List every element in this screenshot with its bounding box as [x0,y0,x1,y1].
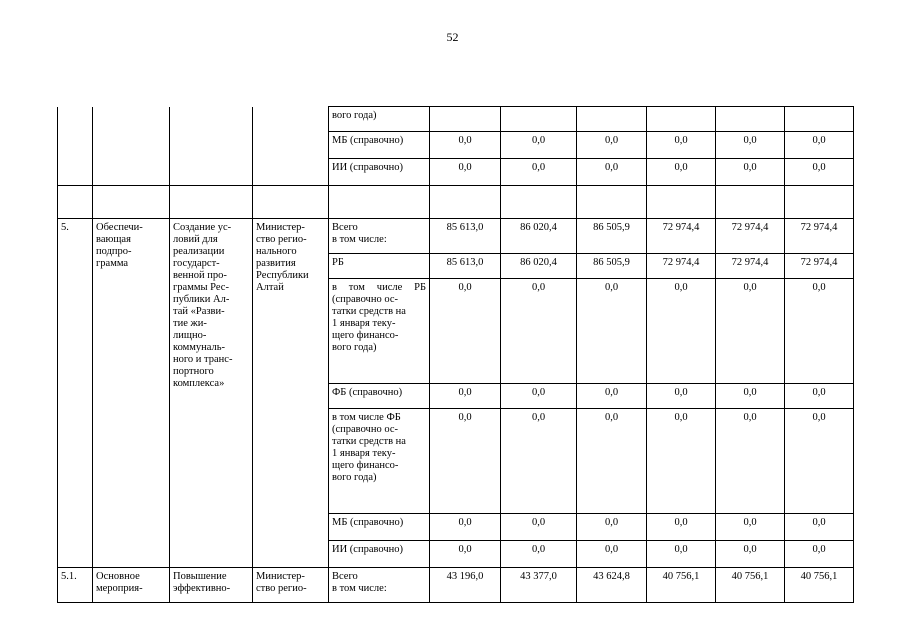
value-cell-4: 0,0 [647,279,716,384]
value-cell-4: 0,0 [647,132,716,159]
value-cell-5: 0,0 [716,409,785,514]
goal-cell: Повышение эффективно- [170,568,253,603]
source-cell: ФБ (справочно) [329,384,430,409]
value-cell-2: 0,0 [501,159,577,186]
table-row [58,568,854,603]
value-cell-4: 40 756,1 [647,568,716,603]
value-cell-1: 0,0 [430,541,501,568]
value-cell-1: 0,0 [430,384,501,409]
table-row [58,219,854,254]
value-cell-4: 72 974,4 [647,219,716,254]
gap-cell [58,186,93,219]
gap-cell [501,186,577,219]
status-cell: Основное мероприя- [93,568,170,603]
value-cell-4: 0,0 [647,159,716,186]
gap-cell [785,186,854,219]
value-cell-5: 72 974,4 [716,219,785,254]
value-cell-3: 86 505,9 [577,219,647,254]
value-cell-1: 85 613,0 [430,219,501,254]
value-cell-2: 86 020,4 [501,254,577,279]
source-cell: ИИ (справочно) [329,541,430,568]
value-cell-1: 0,0 [430,514,501,541]
value-cell-2: 86 020,4 [501,219,577,254]
table-row-gap [58,186,854,219]
value-cell-5: 72 974,4 [716,254,785,279]
value-cell-2: 0,0 [501,384,577,409]
goal-cell [170,107,253,186]
gap-cell [647,186,716,219]
source-cell: вого года) [329,107,430,132]
executor-cell: Министер- ство регио- [253,568,329,603]
gap-cell [577,186,647,219]
number-cell [58,107,93,186]
value-cell-4: 0,0 [647,514,716,541]
value-cell-3: 0,0 [577,159,647,186]
value-cell-4: 0,0 [647,384,716,409]
value-cell-2: 0,0 [501,279,577,384]
value-cell-5: 0,0 [716,132,785,159]
value-cell-2: 0,0 [501,541,577,568]
gap-cell [253,186,329,219]
value-cell-5: 40 756,1 [716,568,785,603]
gap-cell [93,186,170,219]
value-cell-3: 0,0 [577,541,647,568]
source-cell: ИИ (справочно) [329,159,430,186]
value-cell-5 [716,107,785,132]
executor-cell: Министер- ство регио- нального развития Республики Алтай [253,219,329,568]
goal-cell: Создание ус- ловий для реализации государст- венной про- граммы Рес- публики Ал- тай «Разви- тие жи- лищно- коммуналь- ного и транс- портного комплекса» [170,219,253,568]
value-cell-2: 0,0 [501,514,577,541]
number-cell: 5. [58,219,93,568]
value-cell-6: 72 974,4 [785,254,854,279]
source-cell: в том числе РБ (справочно ос- татки средств на 1 января теку- щего финансо- вого года) [329,279,430,384]
gap-cell [716,186,785,219]
value-cell-2: 43 377,0 [501,568,577,603]
source-cell: РБ [329,254,430,279]
value-cell-6: 0,0 [785,514,854,541]
source-cell: Всего в том числе: [329,219,430,254]
value-cell-2: 0,0 [501,409,577,514]
value-cell-6: 0,0 [785,159,854,186]
status-cell: Обеспечи- вающая подпро- грамма [93,219,170,568]
value-cell-4: 0,0 [647,541,716,568]
source-cell: в том числе ФБ (справочно ос- татки средств на 1 января теку- щего финансо- вого года) [329,409,430,514]
number-cell: 5.1. [58,568,93,603]
budget-table [57,106,854,603]
value-cell-3: 0,0 [577,384,647,409]
value-cell-2 [501,107,577,132]
page-number: 52 [446,30,459,44]
gap-cell [329,186,430,219]
value-cell-1 [430,107,501,132]
source-cell: МБ (справочно) [329,132,430,159]
status-cell [93,107,170,186]
value-cell-5: 0,0 [716,541,785,568]
value-cell-1: 0,0 [430,159,501,186]
value-cell-1: 85 613,0 [430,254,501,279]
value-cell-6: 0,0 [785,132,854,159]
value-cell-1: 0,0 [430,279,501,384]
value-cell-3 [577,107,647,132]
value-cell-3: 0,0 [577,132,647,159]
value-cell-5: 0,0 [716,279,785,384]
value-cell-1: 43 196,0 [430,568,501,603]
value-cell-3: 0,0 [577,409,647,514]
value-cell-5: 0,0 [716,514,785,541]
source-cell: Всего в том числе: [329,568,430,603]
value-cell-4 [647,107,716,132]
value-cell-6: 0,0 [785,409,854,514]
value-cell-3: 86 505,9 [577,254,647,279]
value-cell-6: 0,0 [785,541,854,568]
gap-cell [170,186,253,219]
value-cell-4: 72 974,4 [647,254,716,279]
value-cell-3: 43 624,8 [577,568,647,603]
value-cell-5: 0,0 [716,159,785,186]
value-cell-1: 0,0 [430,132,501,159]
executor-cell [253,107,329,186]
value-cell-6: 0,0 [785,279,854,384]
value-cell-3: 0,0 [577,514,647,541]
table-body [58,107,854,603]
value-cell-4: 0,0 [647,409,716,514]
value-cell-5: 0,0 [716,384,785,409]
source-cell: МБ (справочно) [329,514,430,541]
value-cell-2: 0,0 [501,132,577,159]
value-cell-6: 0,0 [785,384,854,409]
gap-cell [430,186,501,219]
value-cell-1: 0,0 [430,409,501,514]
value-cell-6: 40 756,1 [785,568,854,603]
value-cell-6 [785,107,854,132]
table-row [58,107,854,132]
value-cell-6: 72 974,4 [785,219,854,254]
value-cell-3: 0,0 [577,279,647,384]
